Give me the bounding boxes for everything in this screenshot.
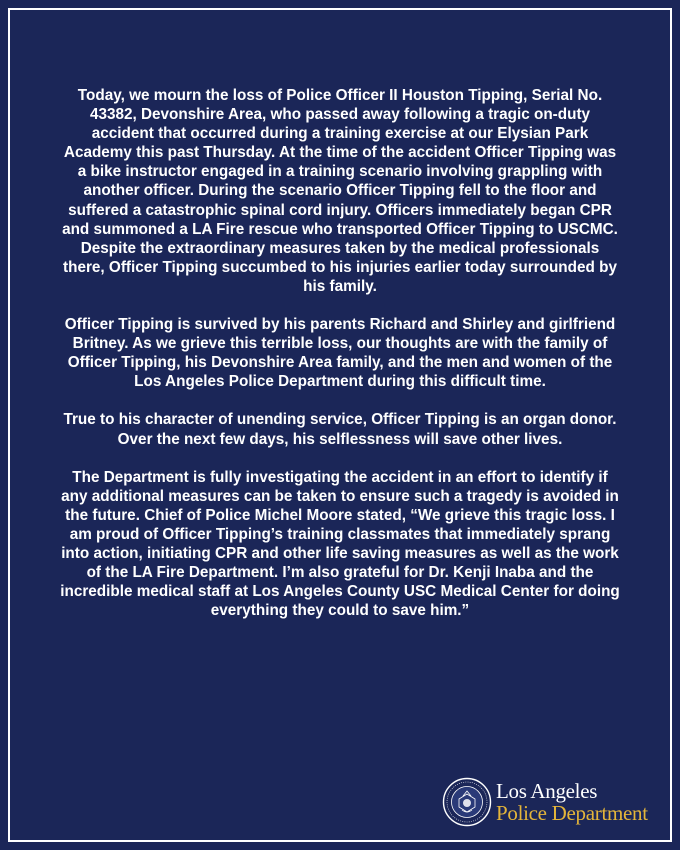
paragraph-organ-donor: True to his character of unending service, Officer Tipping is an organ donor. Over the next few days, his selflessness will save other lives. — [63, 411, 617, 448]
logo-text-los-angeles: Los Angeles — [496, 779, 598, 803]
paragraph-announcement: Today, we mourn the loss of Police Officer II Houston Tipping, Serial No. 43382, Devonshire Area, who passed away following a tragic on-duty accident that occurred during a training exercise at our Elysian Park Academy this past Thursday. At the time of the accident Officer Tipping was a bike instructor engaged in a training scenario involving grappling with another officer. During the scenario Officer Tipping fell to the floor and suffered a catastrophic spinal cord injury. Officers immediately began CPR and summoned a LA Fire rescue who transported Officer Tipping to USCMC. Despite the extraordinary measures taken by the medical professionals there, Officer Tipping succumbed to his injuries earlier today surrounded by his family. — [62, 87, 618, 295]
lapd-logo — [442, 777, 648, 829]
statement-body — [60, 86, 620, 639]
paragraph-survivors: Officer Tipping is survived by his parents Richard and Shirley and girlfriend Britney. As we grieve this terrible loss, our thoughts are with the family of Officer Tipping, his Devonshire Area family, and the men and women of the Los Angeles Police Department during this difficult time. — [64, 316, 616, 391]
lapd-seal-icon — [442, 777, 492, 827]
paragraph-investigation: The Department is fully investigating the accident in an effort to identify if any additional measures can be taken to ensure such a tragedy is avoided in the future. Chief of Police Michel Moore stated, “We grieve this tragic loss. I am proud of Officer Tipping’s training classmates that immediately sprang into action, initiating CPR and other life saving measures as well as the work of the LA Fire Department. I’m also grateful for Dr. Kenji Inaba and the incredible medical staff at Los Angeles County USC Medical Center for doing everything they could to save him.” — [60, 468, 620, 620]
logo-text-police-department: Police Department — [496, 801, 648, 825]
